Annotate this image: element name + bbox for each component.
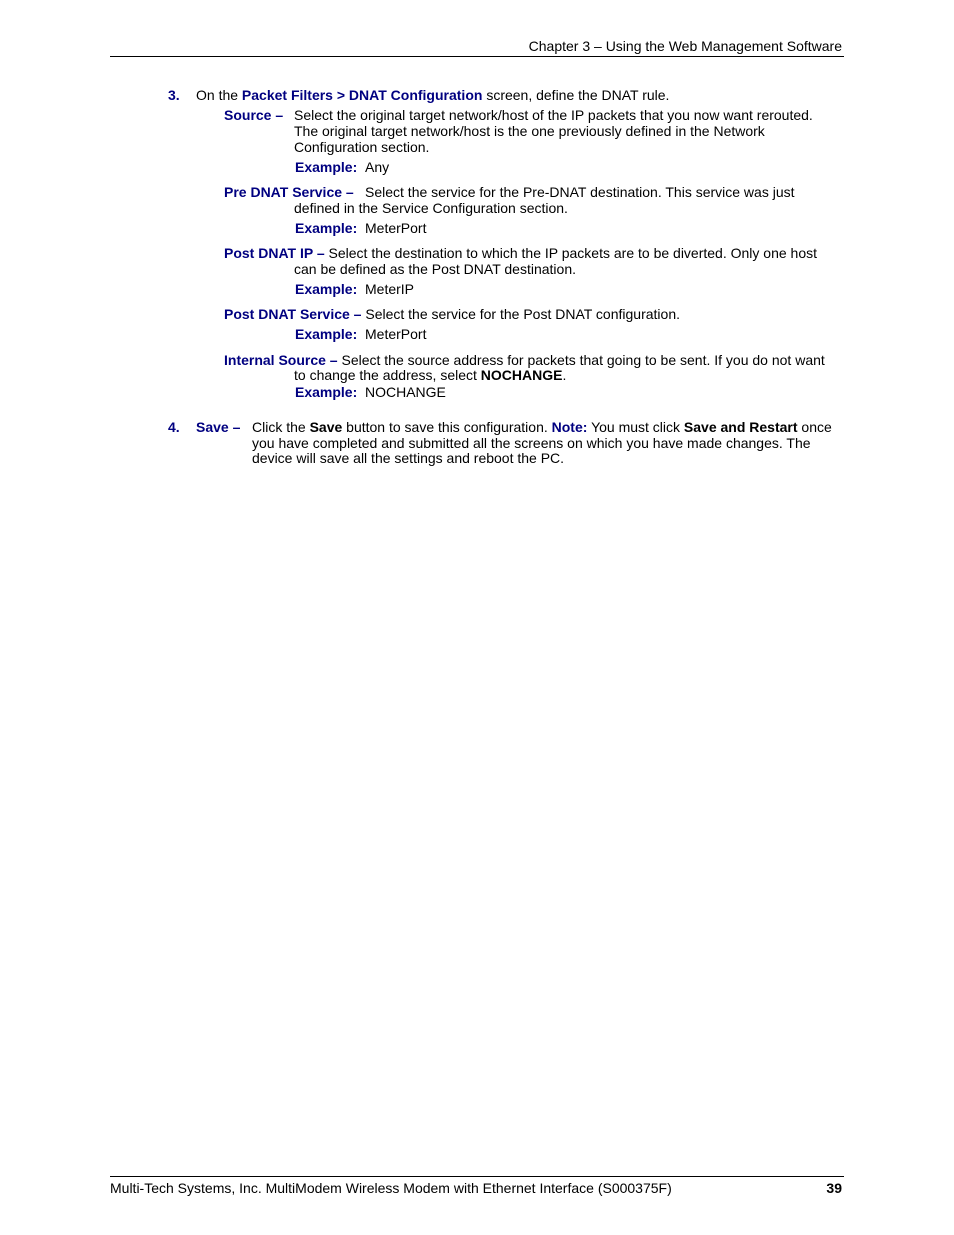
example-value: MeterPort [365, 326, 427, 342]
example-label: Example: [295, 159, 358, 175]
source-desc-line2: The original target network/host is the one previously defined in the Network [294, 123, 765, 139]
save-desc-text: Click the [252, 419, 306, 435]
save-desc-line3: device will save all the settings and reboot the PC. [252, 450, 565, 466]
save-and-restart-keyword: Save and Restart [683, 419, 798, 435]
nochange-keyword: NOCHANGE [480, 367, 563, 383]
example-label: Example: [295, 281, 358, 297]
example-value: Any [365, 159, 390, 175]
save-desc-line2: you have completed and submitted all the screens on which you have made changes. The [252, 435, 811, 451]
step-number: 4. [168, 419, 180, 435]
running-header: Chapter 3 – Using the Web Management Software [528, 38, 842, 54]
pre-dnat-service-term: Pre DNAT Service – [224, 184, 354, 200]
save-term: Save – [196, 419, 241, 435]
example-value: NOCHANGE [365, 384, 446, 400]
post-dnat-service-line1 [224, 306, 680, 322]
save-desc-text: once [801, 419, 832, 435]
source-desc-line3: Configuration section. [294, 139, 430, 155]
page-number: 39 [826, 1180, 842, 1196]
internal-source-term: Internal Source – [224, 352, 338, 368]
post-dnat-ip-term: Post DNAT IP – [224, 245, 325, 261]
step-number: 3. [168, 87, 180, 103]
example-value: MeterIP [365, 281, 415, 297]
period: . [562, 367, 567, 383]
pre-dnat-service-desc-line2: defined in the Service Configuration section. [294, 200, 568, 216]
example-value: MeterPort [365, 220, 427, 236]
note-label: Note: [551, 419, 588, 435]
example-label: Example: [295, 220, 358, 236]
pre-dnat-service-desc-line1: Select the service for the Pre-DNAT destination. This service was just [365, 184, 795, 200]
footer-rule [110, 1176, 844, 1177]
example-label: Example: [295, 326, 358, 342]
internal-source-line1 [224, 352, 825, 368]
example-label: Example: [295, 384, 358, 400]
post-dnat-service-desc-line1: Select the service for the Post DNAT configuration. [365, 306, 680, 322]
header-rule [110, 56, 844, 57]
save-keyword: Save [309, 419, 343, 435]
post-dnat-ip-line1 [224, 245, 817, 261]
step-3-prefix: On the [196, 87, 239, 103]
save-desc-text: button to save this configuration. [346, 419, 548, 435]
post-dnat-ip-desc-line1: Select the destination to which the IP packets are to be diverted. Only one host [328, 245, 817, 261]
source-term: Source – [224, 107, 284, 123]
post-dnat-service-term: Post DNAT Service – [224, 306, 362, 322]
save-desc-line1 [252, 419, 832, 435]
step-3-text [196, 87, 669, 103]
screen-path: Packet Filters > DNAT Configuration [241, 87, 483, 103]
internal-source-desc-line1: Select the source address for packets that going to be sent. If you do not want [341, 352, 825, 368]
post-dnat-ip-desc-line2: can be defined as the Post DNAT destination. [294, 261, 576, 277]
source-desc-line1: Select the original target network/host of the IP packets that you now want rerouted. [294, 107, 813, 123]
step-3-suffix: screen, define the DNAT rule. [486, 87, 670, 103]
footer-text: Multi-Tech Systems, Inc. MultiModem Wireless Modem with Ethernet Interface (S000375F) [110, 1180, 672, 1196]
internal-source-desc-line2: to change the address, select [294, 367, 477, 383]
save-desc-text: You must click [591, 419, 681, 435]
internal-source-line2 [294, 367, 566, 383]
